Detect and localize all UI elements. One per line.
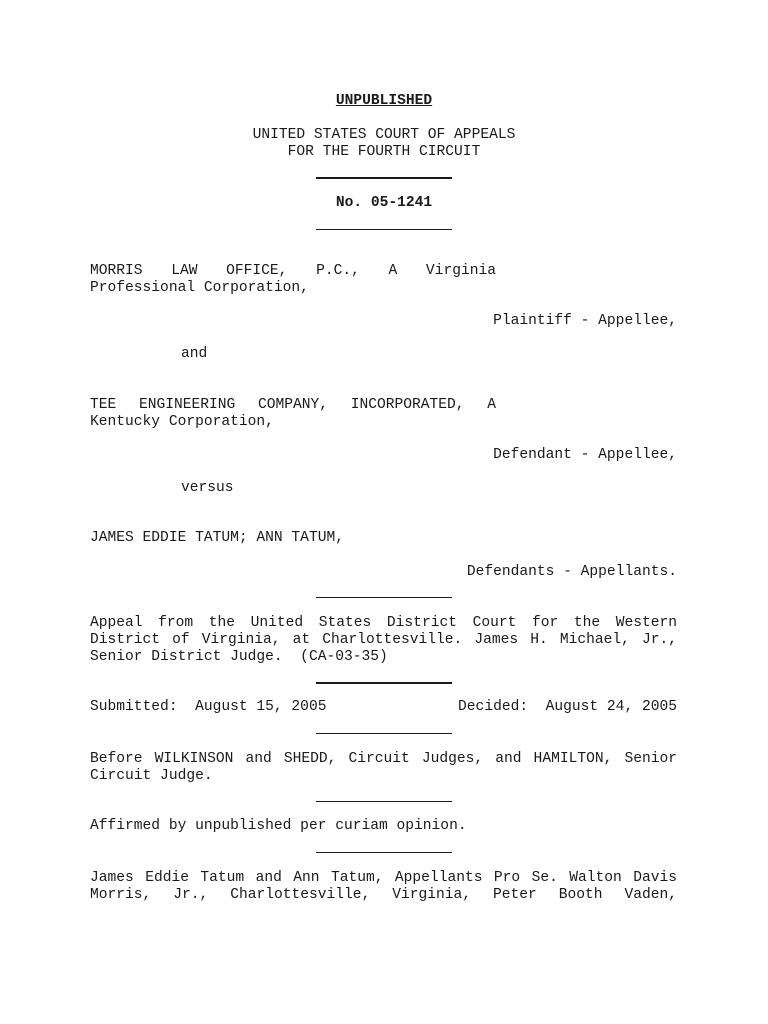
court-name-line2: FOR THE FOURTH CIRCUIT bbox=[287, 144, 481, 160]
header-rule-bottom bbox=[316, 229, 452, 230]
party2-name-line2: Kentucky Corporation, bbox=[90, 414, 274, 430]
party2-name-line1: TEE ENGINEERING COMPANY, INCORPORATED, A bbox=[90, 397, 496, 413]
submitted-date: Submitted: August 15, 2005 bbox=[90, 699, 327, 715]
dates-rule bbox=[316, 733, 452, 734]
party1-name-line1: MORRIS LAW OFFICE, P.C., A Virginia bbox=[90, 263, 496, 279]
panel-line2: Circuit Judge. bbox=[90, 768, 213, 784]
party1-name-line2: Professional Corporation, bbox=[90, 280, 309, 296]
party3-role: Defendants - Appellants. bbox=[466, 564, 677, 580]
appeal-rule bbox=[316, 682, 452, 684]
case-number: No. 05-1241 bbox=[335, 195, 433, 211]
conjunction-and: and bbox=[181, 346, 208, 362]
appeal-line3: Senior District Judge. (CA-03-35) bbox=[90, 649, 388, 665]
header-rule-top bbox=[316, 177, 452, 179]
caption-rule bbox=[316, 597, 452, 598]
panel-line1: Before WILKINSON and SHEDD, Circuit Judges, and HAMILTON, Senior bbox=[90, 751, 677, 767]
appeal-line1: Appeal from the United States District Court for the Western bbox=[90, 615, 677, 631]
appeal-line2: District of Virginia, at Charlottesville. James H. Michael, Jr., bbox=[90, 632, 677, 648]
court-name-line1: UNITED STATES COURT OF APPEALS bbox=[252, 127, 516, 143]
panel-rule bbox=[316, 801, 452, 802]
counsel-line1: James Eddie Tatum and Ann Tatum, Appellants Pro Se. Walton Davis bbox=[90, 870, 677, 886]
party2-role: Defendant - Appellee, bbox=[493, 447, 677, 463]
decided-date: Decided: August 24, 2005 bbox=[458, 699, 677, 715]
unpublished-label: UNPUBLISHED bbox=[335, 93, 433, 109]
party3-name: JAMES EDDIE TATUM; ANN TATUM, bbox=[90, 530, 344, 546]
counsel-line2: Morris, Jr., Charlottesville, Virginia, Peter Booth Vaden, bbox=[90, 887, 677, 903]
conjunction-versus: versus bbox=[181, 480, 234, 496]
party1-role: Plaintiff - Appellee, bbox=[493, 313, 677, 329]
disposition: Affirmed by unpublished per curiam opinion. bbox=[90, 818, 467, 834]
disposition-rule bbox=[316, 852, 452, 853]
